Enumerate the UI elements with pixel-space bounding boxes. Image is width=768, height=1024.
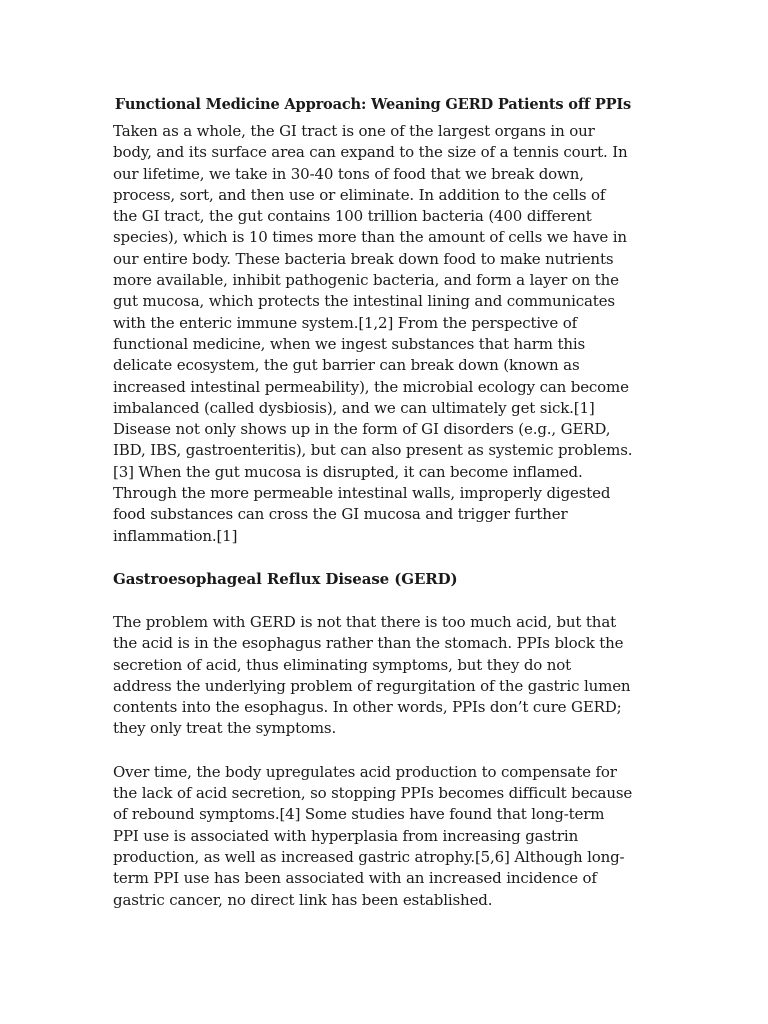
- section-heading-gerd: Gastroesophageal Reflux Disease (GERD): [113, 569, 458, 588]
- document-content: [113, 94, 633, 911]
- gerd-paragraph-2: Over time, the body upregulates acid production to compensate for the lack of acid secretion, so stopping PPIs becomes difficult because of rebound symptoms.[4] Some studies have found that long-term PPI use is associated with hyperplasia from increasing gastrin production, as well as increased gastric atrophy.[5,6] Although long-term PPI use has been associated with an increased incidence of gastric cancer, no direct link has been established.: [113, 762, 633, 909]
- document-title: Functional Medicine Approach: Weaning GERD Patients off PPIs: [114, 96, 632, 113]
- intro-paragraph: Taken as a whole, the GI tract is one of the largest organs in our body, and its surface area can expand to the size of a tennis court. In our lifetime, we take in 30-40 tons of food that we break down, process, sort, and then use or eliminate. In addition to the cells of the GI tract, the gut contains 100 trillion bacteria (400 different species), which is 10 times more than the amount of cells we have in our entire body. These bacteria break down food to make nutrients more available, inhibit pathogenic bacteria, and form a layer on the gut mucosa, which protects the intestinal lining and communicates with the enteric immune system.[1,2] From the perspective of functional medicine, when we ingest substances that harm this delicate ecosystem, the gut barrier can break down (known as increased intestinal permeability), the microbial ecology can become imbalanced (called dysbiosis), and we can ultimately get sick.[1] Disease not only shows up in the form of GI disorders (e.g., GERD, IBD, IBS, gastroenteritis), but can also present as systemic problems.[3] When the gut mucosa is disrupted, it can become inflamed. Through the more permeable intestinal walls, improperly digested food substances can cross the GI mucosa and trigger further inflammation.[1]: [113, 122, 633, 545]
- gerd-paragraph-1: The problem with GERD is not that there is too much acid, but that the acid is in the esophagus rather than the stomach. PPIs block the secretion of acid, thus eliminating symptoms, but they do not address the underlying problem of regurgitation of the gastric lumen contents into the esophagus. In other words, PPIs don’t cure GERD; they only treat the symptoms.: [113, 612, 631, 738]
